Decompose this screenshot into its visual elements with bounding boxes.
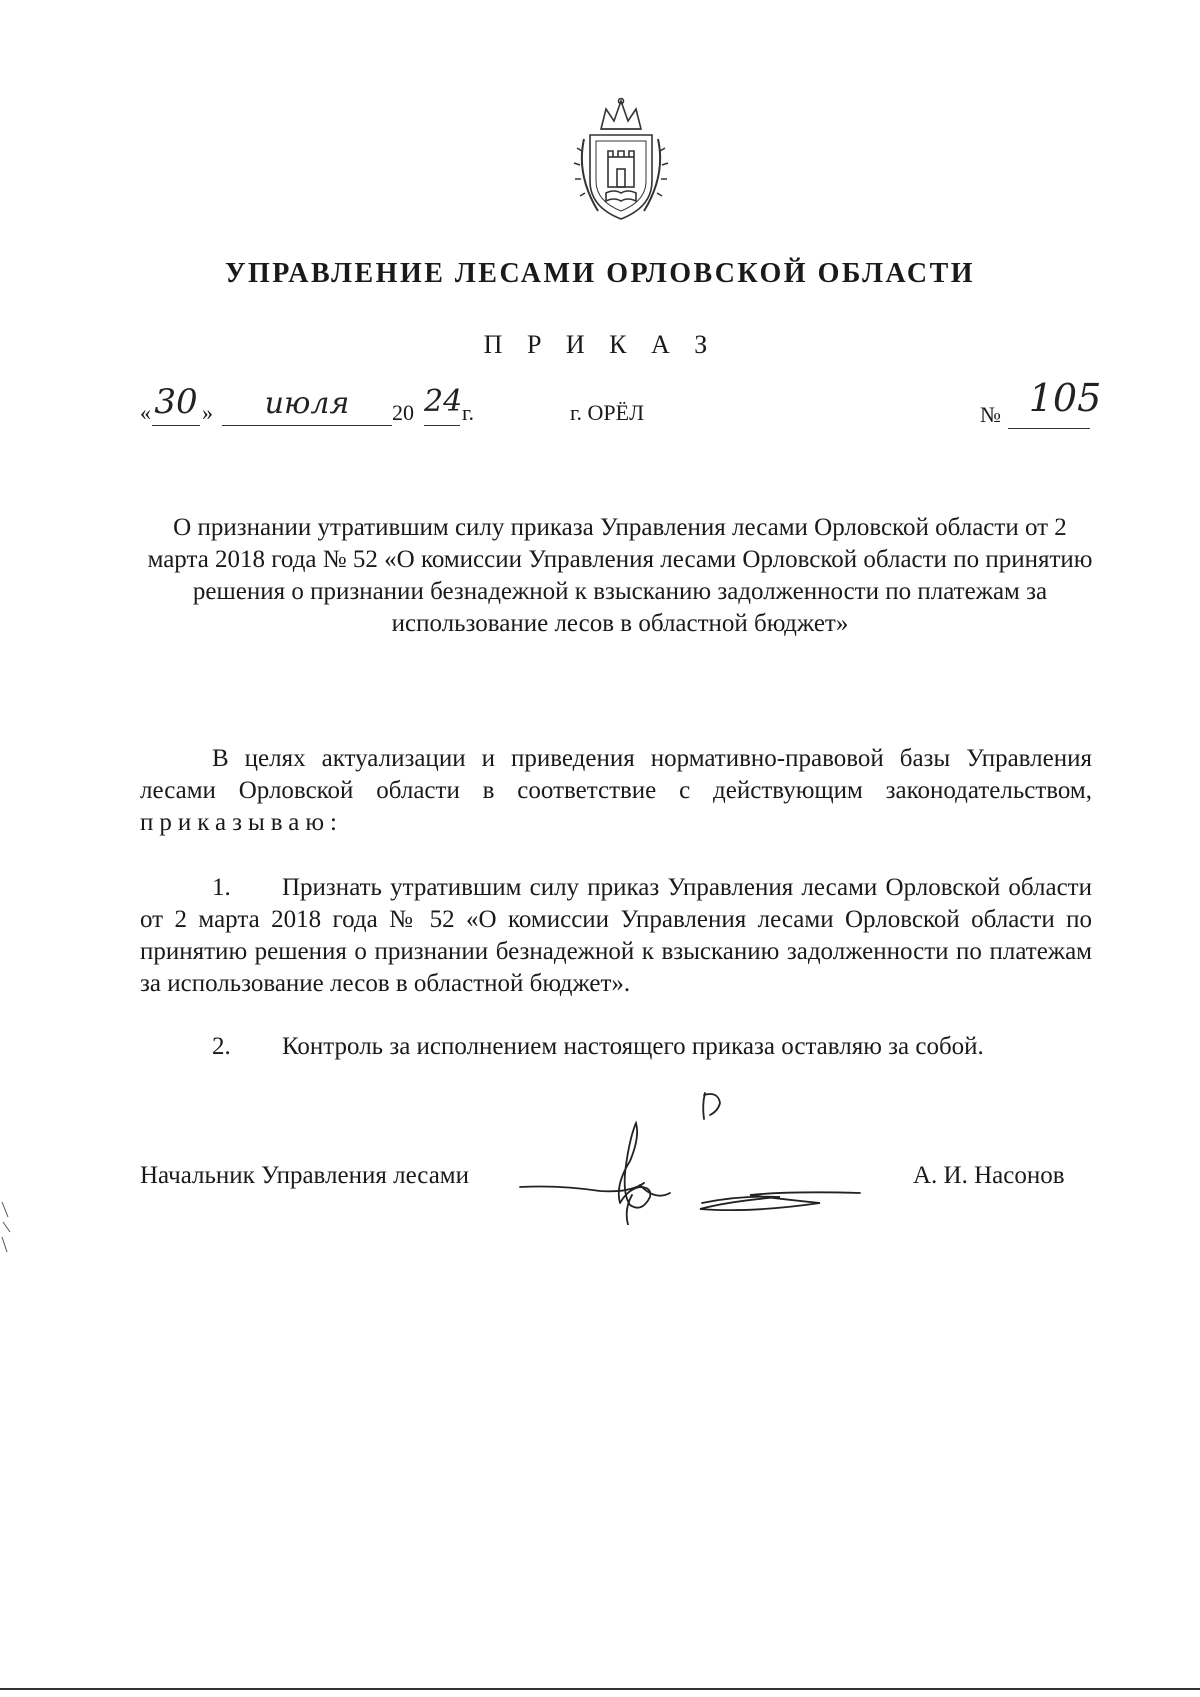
intro-colon: :	[330, 809, 337, 836]
order-item-text: Признать утратившим силу приказ Управления лесами Орловской области от 2 марта 2018 года № 52 «О комиссии Управления лесами Орловской области по принятию решения о признании безнадежной к взысканию задолженности по платежам за использование лесов в областной бюджет».	[140, 874, 1092, 997]
organization-title: УПРАВЛЕНИЕ ЛЕСАМИ ОРЛОВСКОЙ ОБЛАСТИ	[224, 258, 976, 289]
number-sign: №	[980, 402, 1001, 427]
scan-edge-mark	[0, 1197, 14, 1257]
scan-bottom-edge	[0, 1688, 1200, 1690]
city-label: г. ОРЁЛ	[570, 400, 645, 425]
signatory-name: А. И. Насонов	[913, 1162, 1065, 1189]
signatory-position: Начальник Управления лесами	[140, 1162, 469, 1189]
intro-text: В целях актуализации и приведения нормативно-правовой базы Управления лесами Орловской области в соответствие с действующим законодательством,	[140, 745, 1092, 804]
date-day-underline	[152, 425, 200, 426]
date-year-underline	[424, 425, 460, 426]
order-number-handwritten: 105	[1028, 376, 1102, 420]
intro-paragraph	[140, 743, 1092, 839]
document-subject: О признании утратившим силу приказа Управления лесами Орловской области от 2 марта 2018 года № 52 «О комиссии Управления лесами Орловской области по принятию решения о признании безнадежной к взысканию задолженности по платежам за использование лесов в областной бюджет»	[147, 514, 1093, 637]
date-day-handwritten: 30	[154, 382, 198, 422]
order-item-text: Контроль за исполнением настоящего приказа оставляю за собой.	[282, 1033, 984, 1060]
coat-of-arms-emblem	[568, 95, 674, 225]
date-month-handwritten: июля	[264, 386, 350, 421]
date-year-suffix: г.	[462, 400, 475, 425]
order-item-number: 1.	[212, 874, 231, 901]
date-open-quote: «	[140, 400, 151, 425]
date-month-underline	[222, 425, 392, 426]
date-year-handwritten: 24	[424, 384, 463, 419]
date-close-quote: »	[202, 400, 213, 425]
order-item	[140, 872, 1092, 1000]
order-word: приказываю	[140, 809, 331, 836]
order-item-number: 2.	[212, 1033, 231, 1060]
handwritten-signature	[480, 1075, 900, 1225]
date-year-prefix: 20	[392, 400, 414, 425]
order-item	[140, 1031, 1092, 1063]
number-underline	[1008, 428, 1090, 429]
document-type: П Р И К А З	[483, 330, 717, 359]
